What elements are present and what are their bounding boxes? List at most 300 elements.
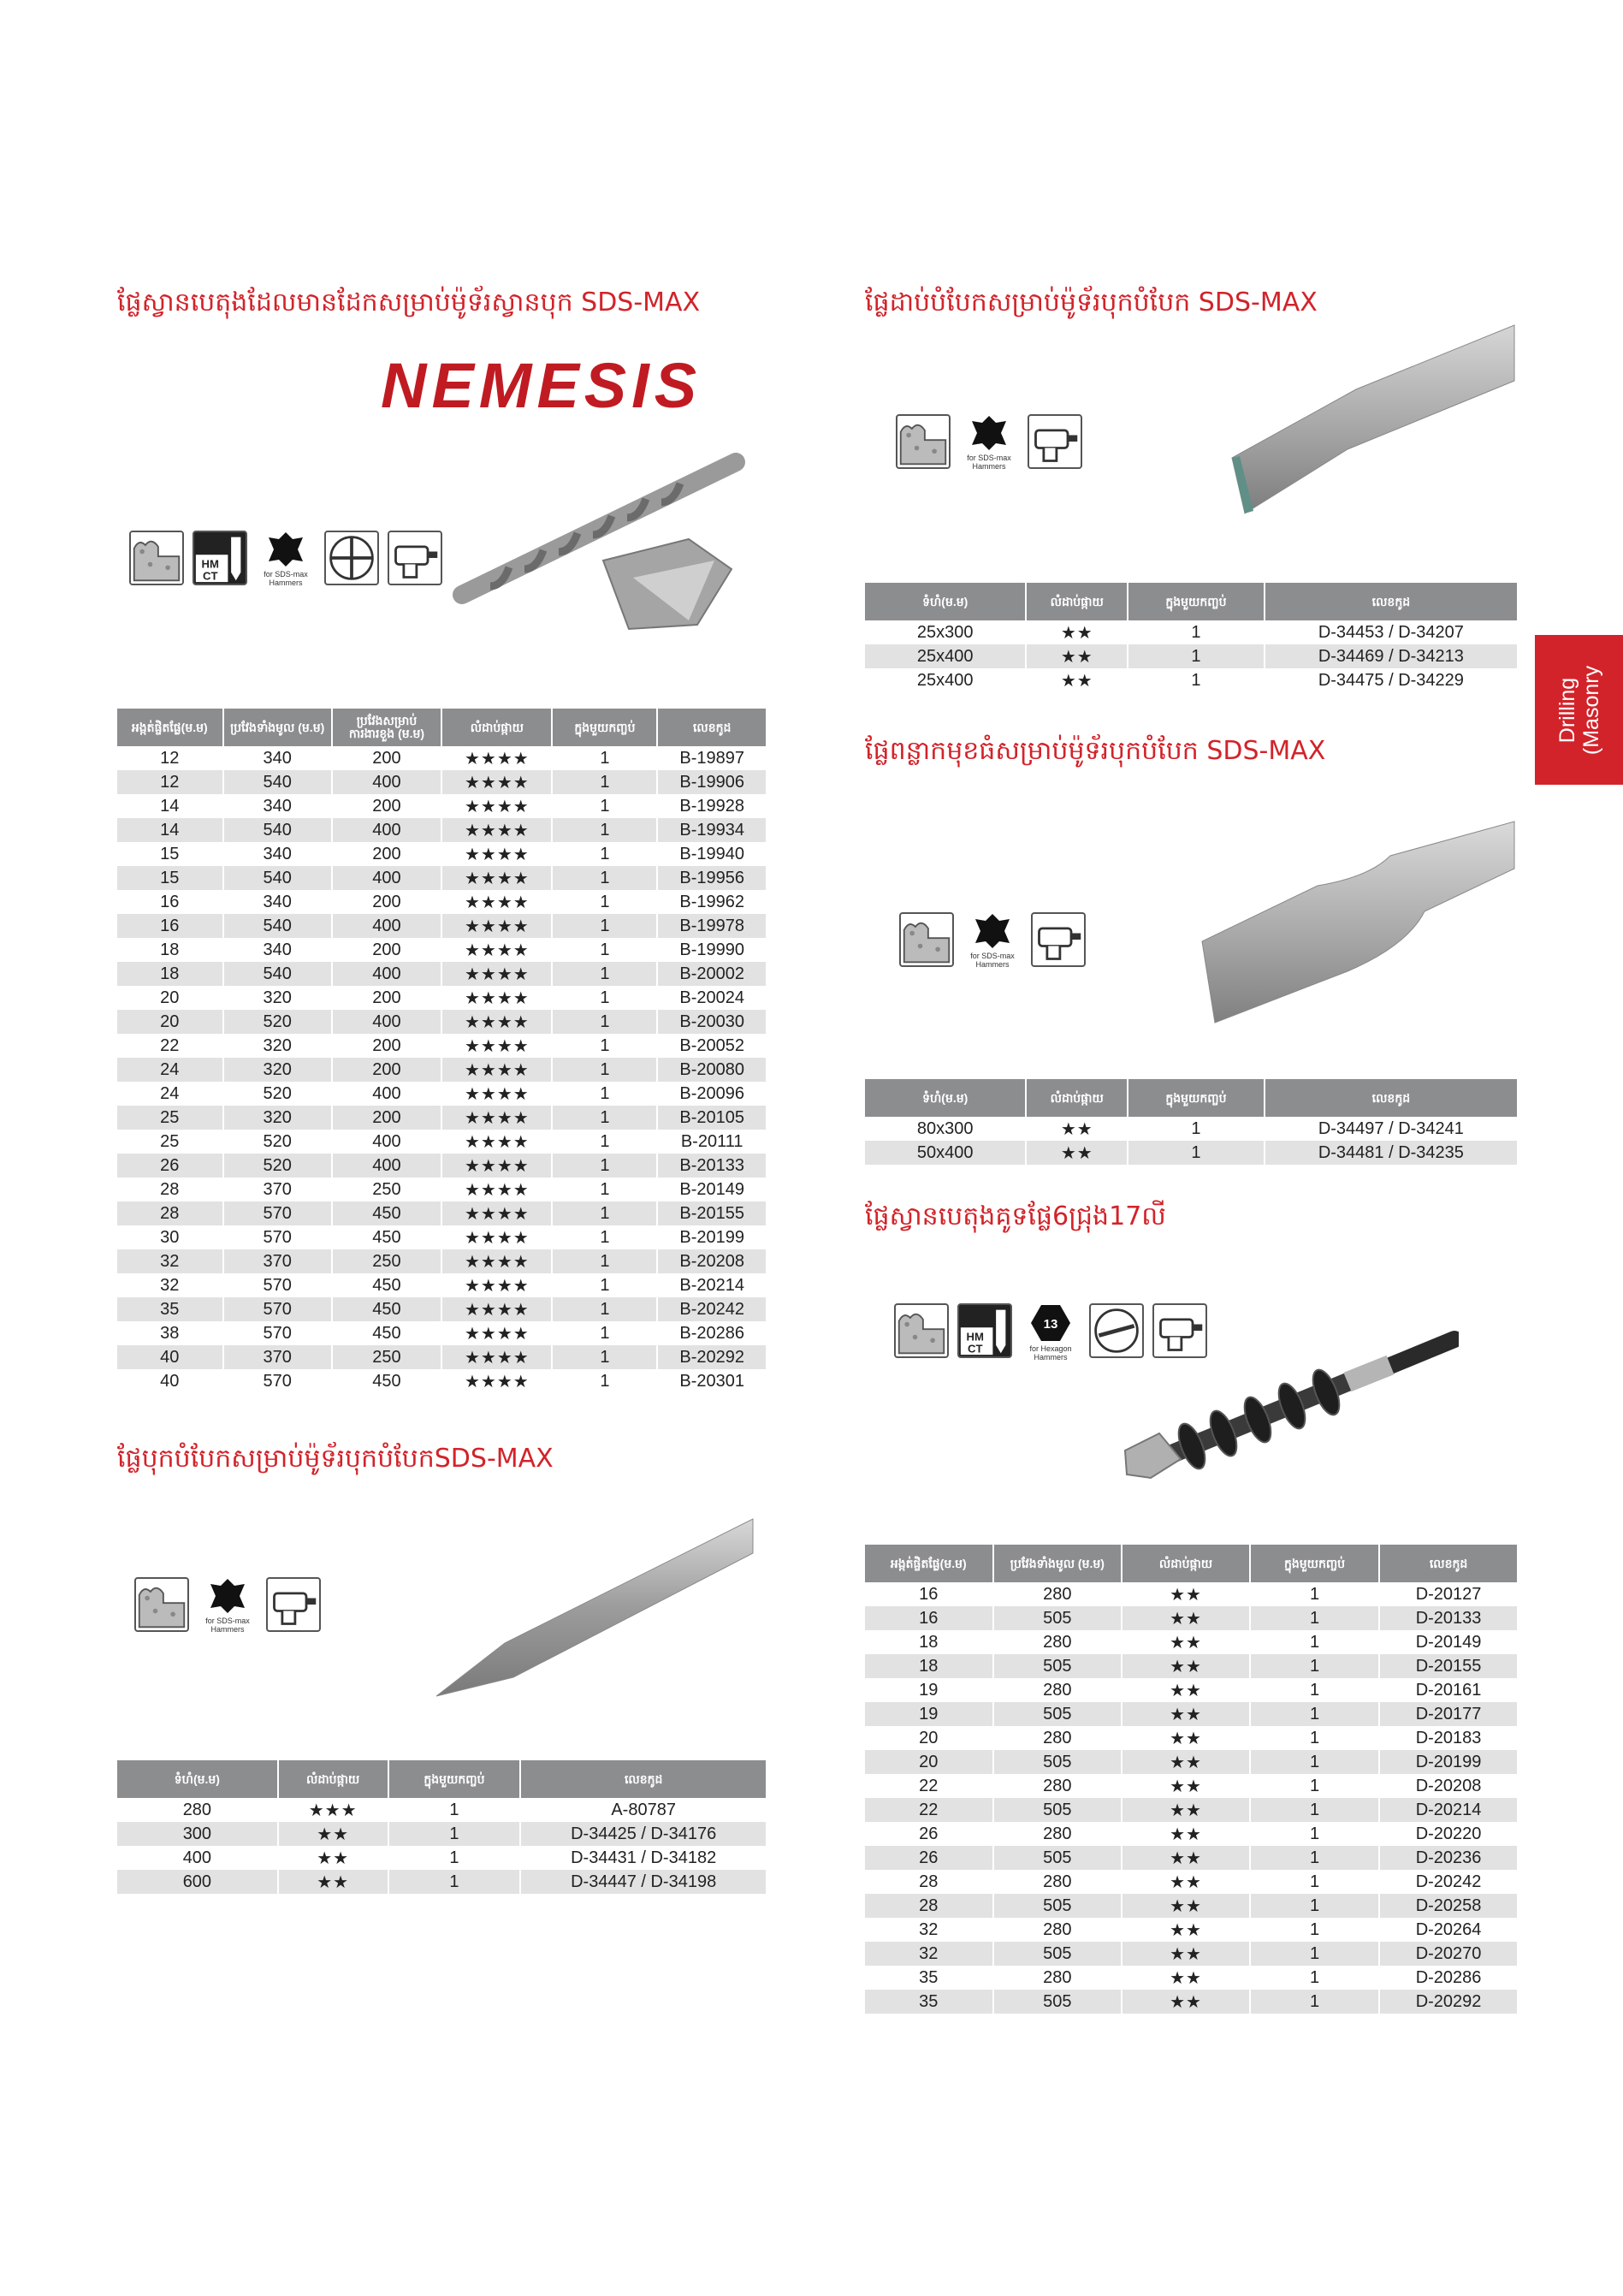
table-row: [117, 1034, 766, 1058]
table-cell: D-20236: [1379, 1846, 1517, 1870]
table-cell: 570: [223, 1273, 332, 1297]
table-cell: B-20208: [657, 1249, 766, 1273]
star-rating-cell: ★★: [1026, 668, 1128, 692]
table-cell: 200: [332, 842, 441, 866]
section1-title: ផ្លែស្វានបេតុងដែលមានដែកសម្រាប់ម៉ូទ័រស្វានបុក SDS-MAX: [117, 288, 701, 317]
table-cell: B-20111: [657, 1130, 766, 1154]
table-cell: 40: [117, 1345, 223, 1369]
star-rating-cell: ★★★★: [441, 1225, 552, 1249]
table-row: [117, 818, 766, 842]
table-row: [865, 1630, 1517, 1654]
table-cell: 40: [117, 1369, 223, 1393]
header-star-rating: លំដាប់ផ្កាយ: [1122, 1545, 1250, 1582]
table-row: [117, 1010, 766, 1034]
table-cell: D-34447 / D-34198: [520, 1870, 766, 1894]
table-row: [117, 746, 766, 770]
table-cell: D-34475 / D-34229: [1265, 668, 1517, 692]
star-rating-cell: ★★: [1026, 1117, 1128, 1141]
table-cell: 1: [1128, 644, 1265, 668]
table-cell: 28: [865, 1894, 993, 1918]
table-cell: 200: [332, 986, 441, 1010]
table-cell: 24: [117, 1082, 223, 1106]
table-row: [117, 938, 766, 962]
table-cell: 250: [332, 1178, 441, 1201]
table-cell: 20: [117, 986, 223, 1010]
table-cell: 370: [223, 1345, 332, 1369]
table-cell: B-20080: [657, 1058, 766, 1082]
star-rating-cell: ★★★★: [441, 1154, 552, 1178]
table-cell: 1: [1250, 1582, 1379, 1606]
table-cell: 280: [993, 1966, 1122, 1990]
table-row: [117, 1058, 766, 1082]
table-cell: 540: [223, 914, 332, 938]
section4-icons: [899, 912, 1086, 981]
table-cell: D-34453 / D-34207: [1265, 620, 1517, 644]
star-rating-cell: ★★★★: [441, 1034, 552, 1058]
table-cell: 570: [223, 1369, 332, 1393]
table-cell: 1: [552, 986, 657, 1010]
table-cell: 505: [993, 1942, 1122, 1966]
star-rating-cell: ★★: [1122, 1606, 1250, 1630]
table-cell: 1: [1128, 1117, 1265, 1141]
table-row: [117, 890, 766, 914]
table-row: [865, 1141, 1517, 1165]
table-cell: 1: [552, 842, 657, 866]
table-row: [117, 1130, 766, 1154]
table-row: [865, 668, 1517, 692]
table-cell: B-19897: [657, 746, 766, 770]
table-cell: 505: [993, 1894, 1122, 1918]
table-cell: 400: [332, 962, 441, 986]
table-cell: 520: [223, 1010, 332, 1034]
category-tab: [1535, 635, 1623, 785]
wide-chisel-image: [1198, 817, 1519, 1027]
flat-chisel-image: [1228, 321, 1519, 518]
sds-max-drill-bit-image: [432, 449, 749, 633]
table-cell: 1: [1250, 1942, 1379, 1966]
header-size: ទំហំ(ម.ម): [117, 1760, 278, 1798]
table-cell: 200: [332, 1034, 441, 1058]
table-row: [865, 1798, 1517, 1822]
table-cell: 200: [332, 1058, 441, 1082]
table-cell: 400: [332, 1130, 441, 1154]
table-cell: B-19940: [657, 842, 766, 866]
header-code: លេខកូដ: [657, 709, 766, 746]
star-rating-cell: ★★★★: [441, 1201, 552, 1225]
table-cell: 505: [993, 1990, 1122, 2014]
header-star-rating: លំដាប់ផ្កាយ: [1026, 583, 1128, 620]
header-per-pack: ក្នុងមួយកញ្ចប់: [1250, 1545, 1379, 1582]
table-cell: 19: [865, 1702, 993, 1726]
table-row: [865, 1582, 1517, 1606]
table-cell: 340: [223, 746, 332, 770]
table-cell: 25x300: [865, 620, 1026, 644]
star-rating-cell: ★★★★: [441, 770, 552, 794]
table-cell: 540: [223, 962, 332, 986]
table-cell: 340: [223, 842, 332, 866]
table-cell: 50x400: [865, 1141, 1026, 1165]
table-cell: 320: [223, 1058, 332, 1082]
table-cell: 80x300: [865, 1117, 1026, 1141]
table-cell: 1: [388, 1822, 521, 1846]
table-row: [865, 620, 1517, 644]
star-rating-cell: ★★★★: [441, 1369, 552, 1393]
table-cell: 1: [552, 914, 657, 938]
ct-label: CT: [203, 569, 218, 583]
table-row: [117, 1846, 766, 1870]
table-cell: 1: [552, 1106, 657, 1130]
table-cell: 18: [117, 962, 223, 986]
table-cell: 18: [865, 1630, 993, 1654]
hexagon-caption: for Hexagon Hammers: [1029, 1344, 1072, 1362]
star-rating-cell: ★★★★: [441, 1130, 552, 1154]
header-code: លេខកូដ: [520, 1760, 766, 1798]
table-cell: B-19978: [657, 914, 766, 938]
section5-table: [865, 1545, 1517, 2014]
table-row: [117, 1082, 766, 1106]
table-cell: 26: [117, 1154, 223, 1178]
table-cell: 22: [865, 1798, 993, 1822]
table-cell: D-20155: [1379, 1654, 1517, 1678]
table-cell: 280: [993, 1822, 1122, 1846]
cross-tip-icon: [324, 531, 379, 585]
table-cell: 1: [552, 770, 657, 794]
table-cell: 1: [552, 818, 657, 842]
table-cell: 1: [552, 1273, 657, 1297]
table-cell: 1: [552, 962, 657, 986]
star-rating-cell: ★★★★: [441, 1058, 552, 1082]
table-cell: 18: [117, 938, 223, 962]
star-rating-cell: ★★: [1026, 1141, 1128, 1165]
table-cell: 1: [552, 866, 657, 890]
star-rating-cell: ★★: [1122, 1750, 1250, 1774]
table-cell: 28: [117, 1178, 223, 1201]
table-cell: 1: [552, 1225, 657, 1249]
table-cell: 400: [332, 770, 441, 794]
table-cell: 20: [865, 1726, 993, 1750]
table-cell: 1: [1250, 1894, 1379, 1918]
header-star-rating: លំដាប់ផ្កាយ: [441, 709, 552, 746]
star-rating-cell: ★★★★: [441, 1273, 552, 1297]
header-per-pack: ក្នុងមួយកញ្ចប់: [1128, 583, 1265, 620]
table-cell: 1: [1250, 1798, 1379, 1822]
table-row: [117, 1870, 766, 1894]
hammer-drill-icon: [1028, 414, 1082, 469]
table-cell: 280: [117, 1798, 278, 1822]
table-cell: 1: [552, 1034, 657, 1058]
star-rating-cell: ★★★★: [441, 962, 552, 986]
sds-max-icon: [256, 531, 316, 599]
table-cell: D-20286: [1379, 1966, 1517, 1990]
hm-label: HM: [201, 557, 219, 571]
table-cell: 400: [332, 1082, 441, 1106]
star-rating-cell: ★★: [1122, 1582, 1250, 1606]
table-cell: 1: [552, 1321, 657, 1345]
table-cell: 600: [117, 1870, 278, 1894]
table-cell: B-20105: [657, 1106, 766, 1130]
table-cell: 570: [223, 1321, 332, 1345]
table-cell: 1: [552, 1058, 657, 1082]
category-tab-line1: Drilling: [1555, 677, 1579, 743]
table-row: [865, 1942, 1517, 1966]
table-cell: 1: [1250, 1870, 1379, 1894]
sds-max-caption: for SDS-max Hammers: [205, 1617, 250, 1634]
point-chisel-image: [432, 1515, 757, 1707]
table-cell: 1: [1250, 1822, 1379, 1846]
table-cell: 30: [117, 1225, 223, 1249]
table-cell: 1: [388, 1846, 521, 1870]
table-cell: B-20030: [657, 1010, 766, 1034]
star-rating-cell: ★★★★: [441, 986, 552, 1010]
table-cell: D-20242: [1379, 1870, 1517, 1894]
table-cell: 32: [117, 1273, 223, 1297]
star-rating-cell: ★★: [1026, 620, 1128, 644]
table-cell: 1: [552, 1249, 657, 1273]
table-cell: 400: [332, 914, 441, 938]
table-cell: D-34431 / D-34182: [520, 1846, 766, 1870]
table-cell: 32: [865, 1942, 993, 1966]
table-cell: 1: [1250, 1630, 1379, 1654]
table-cell: 1: [1250, 1990, 1379, 2014]
table-cell: 1: [552, 1369, 657, 1393]
table-cell: 450: [332, 1273, 441, 1297]
table-cell: 1: [1250, 1702, 1379, 1726]
star-rating-cell: ★★★★: [441, 1082, 552, 1106]
table-cell: 12: [117, 746, 223, 770]
table-cell: 400: [117, 1846, 278, 1870]
table-row: [865, 1822, 1517, 1846]
table-cell: B-20024: [657, 986, 766, 1010]
table-cell: 520: [223, 1130, 332, 1154]
star-rating-cell: ★★★★: [441, 1321, 552, 1345]
table-row: [865, 1894, 1517, 1918]
masonry-icon: [896, 414, 951, 469]
table-cell: B-19906: [657, 770, 766, 794]
header-total-length: ប្រវែងទាំងមូល (ម.ម): [993, 1545, 1122, 1582]
brand-logo: [381, 349, 702, 422]
header-total-length: ប្រវែងទាំងមូល (ម.ម): [223, 709, 332, 746]
table-cell: 28: [117, 1201, 223, 1225]
table-row: [117, 1106, 766, 1130]
star-rating-cell: ★★★★: [441, 818, 552, 842]
table-row: [117, 1345, 766, 1369]
star-rating-cell: ★★: [1122, 1918, 1250, 1942]
masonry-icon: [894, 1303, 949, 1358]
hexagon-shank-icon: [1021, 1303, 1081, 1372]
star-rating-cell: ★★: [1122, 1822, 1250, 1846]
table-cell: 450: [332, 1297, 441, 1321]
table-cell: B-19934: [657, 818, 766, 842]
table-row: [117, 794, 766, 818]
sds-max-caption: for SDS-max Hammers: [970, 952, 1015, 969]
star-rating-cell: ★★★★: [441, 890, 552, 914]
table-cell: 1: [552, 794, 657, 818]
table-row: [117, 1178, 766, 1201]
table-cell: 32: [865, 1918, 993, 1942]
table-cell: 280: [993, 1774, 1122, 1798]
table-cell: 280: [993, 1630, 1122, 1654]
table-cell: 1: [1250, 1966, 1379, 1990]
table-cell: B-20052: [657, 1034, 766, 1058]
table-cell: 24: [117, 1058, 223, 1082]
header-star-rating: លំដាប់ផ្កាយ: [1026, 1079, 1128, 1117]
table-cell: 1: [552, 1130, 657, 1154]
table-row: [865, 1966, 1517, 1990]
table-cell: 1: [552, 746, 657, 770]
table-cell: 505: [993, 1798, 1122, 1822]
table-cell: D-20149: [1379, 1630, 1517, 1654]
table-cell: 18: [865, 1654, 993, 1678]
star-rating-cell: ★★: [1026, 644, 1128, 668]
star-rating-cell: ★★★★: [441, 1178, 552, 1201]
table-cell: 19: [865, 1678, 993, 1702]
star-rating-cell: ★★: [1122, 1870, 1250, 1894]
table-cell: D-20183: [1379, 1726, 1517, 1750]
table-cell: 15: [117, 866, 223, 890]
header-star-rating: លំដាប់ផ្កាយ: [278, 1760, 388, 1798]
table-row: [117, 914, 766, 938]
table-cell: 570: [223, 1201, 332, 1225]
star-rating-cell: ★★: [1122, 1990, 1250, 2014]
table-cell: 25: [117, 1106, 223, 1130]
table-cell: 1: [1250, 1846, 1379, 1870]
table-cell: 1: [1128, 668, 1265, 692]
category-tab-line2: (Masonry: [1579, 665, 1603, 755]
table-cell: B-20199: [657, 1225, 766, 1249]
table-cell: 505: [993, 1606, 1122, 1630]
section3-table: [865, 583, 1517, 692]
star-rating-cell: ★★★★: [441, 794, 552, 818]
table-cell: B-20242: [657, 1297, 766, 1321]
table-cell: 1: [1250, 1774, 1379, 1798]
table-cell: 16: [117, 914, 223, 938]
star-rating-cell: ★★: [278, 1822, 388, 1846]
table-cell: 400: [332, 1154, 441, 1178]
star-rating-cell: ★★★★: [441, 746, 552, 770]
table-row: [117, 770, 766, 794]
table-cell: D-20270: [1379, 1942, 1517, 1966]
table-row: [117, 962, 766, 986]
hm-ct-icon: [957, 1303, 1012, 1358]
header-diameter: អង្កត់ផ្ចិតផ្លែ(ម.ម): [117, 709, 223, 746]
table-cell: 320: [223, 1034, 332, 1058]
section2-table: [117, 1760, 766, 1894]
star-rating-cell: ★★★★: [441, 842, 552, 866]
table-cell: 450: [332, 1369, 441, 1393]
header-per-pack: ក្នុងមួយកញ្ចប់: [388, 1760, 521, 1798]
table-cell: 25x400: [865, 668, 1026, 692]
table-cell: 22: [865, 1774, 993, 1798]
table-cell: 300: [117, 1822, 278, 1846]
table-cell: 1: [1128, 620, 1265, 644]
table-cell: 35: [865, 1966, 993, 1990]
header-code: លេខកូដ: [1379, 1545, 1517, 1582]
table-cell: B-19962: [657, 890, 766, 914]
table-row: [117, 1822, 766, 1846]
table-cell: 14: [117, 794, 223, 818]
table-cell: D-20133: [1379, 1606, 1517, 1630]
table-row: [865, 1117, 1517, 1141]
star-rating-cell: ★★: [278, 1870, 388, 1894]
table-cell: 1: [552, 1201, 657, 1225]
table-cell: D-20220: [1379, 1822, 1517, 1846]
star-rating-cell: ★★: [1122, 1942, 1250, 1966]
table-cell: 200: [332, 890, 441, 914]
table-cell: 16: [865, 1582, 993, 1606]
header-diameter: អង្កត់ផ្ចិតផ្លែ(ម.ម): [865, 1545, 993, 1582]
table-cell: 25x400: [865, 644, 1026, 668]
ct-label: CT: [968, 1342, 983, 1356]
table-cell: 1: [552, 1154, 657, 1178]
table-cell: D-20264: [1379, 1918, 1517, 1942]
table-row: [865, 1846, 1517, 1870]
table-cell: 1: [1250, 1678, 1379, 1702]
table-cell: 200: [332, 938, 441, 962]
table-cell: 400: [332, 866, 441, 890]
hex-size-label: 13: [1043, 1317, 1058, 1332]
star-rating-cell: ★★: [1122, 1846, 1250, 1870]
table-cell: 370: [223, 1249, 332, 1273]
table-cell: 35: [117, 1297, 223, 1321]
table-cell: 15: [117, 842, 223, 866]
section2-icons: [134, 1577, 321, 1646]
table-cell: 200: [332, 746, 441, 770]
table-cell: 28: [865, 1870, 993, 1894]
table-row: [117, 842, 766, 866]
table-row: [865, 1678, 1517, 1702]
table-cell: 505: [993, 1846, 1122, 1870]
hm-ct-icon: [193, 531, 247, 585]
table-cell: 340: [223, 938, 332, 962]
table-cell: 280: [993, 1726, 1122, 1750]
table-cell: 450: [332, 1201, 441, 1225]
table-cell: 370: [223, 1178, 332, 1201]
table-cell: 540: [223, 818, 332, 842]
star-rating-cell: ★★: [1122, 1894, 1250, 1918]
table-row: [865, 1918, 1517, 1942]
table-cell: 20: [117, 1010, 223, 1034]
table-cell: 1: [552, 1178, 657, 1201]
sds-max-icon: [959, 414, 1019, 483]
star-rating-cell: ★★: [1122, 1630, 1250, 1654]
table-row: [117, 1249, 766, 1273]
star-rating-cell: ★★★★: [441, 1249, 552, 1273]
table-cell: 340: [223, 794, 332, 818]
table-cell: 570: [223, 1225, 332, 1249]
table-cell: D-34497 / D-34241: [1265, 1117, 1517, 1141]
star-rating-cell: ★★: [1122, 1774, 1250, 1798]
table-row: [117, 1297, 766, 1321]
table-cell: 280: [993, 1870, 1122, 1894]
header-size: ទំហំ(ម.ម): [865, 1079, 1026, 1117]
brand-logo-text: NEMESIS: [381, 350, 702, 421]
header-code: លេខកូដ: [1265, 583, 1517, 620]
table-cell: D-20214: [1379, 1798, 1517, 1822]
star-rating-cell: ★★★★: [441, 1106, 552, 1130]
star-rating-cell: ★★: [1122, 1654, 1250, 1678]
table-cell: D-34469 / D-34213: [1265, 644, 1517, 668]
star-rating-cell: ★★: [1122, 1678, 1250, 1702]
table-row: [117, 1798, 766, 1822]
table-cell: D-20199: [1379, 1750, 1517, 1774]
hammer-drill-icon: [266, 1577, 321, 1632]
table-cell: B-20214: [657, 1273, 766, 1297]
table-cell: D-34481 / D-34235: [1265, 1141, 1517, 1165]
table-cell: B-19928: [657, 794, 766, 818]
table-cell: D-20208: [1379, 1774, 1517, 1798]
table-cell: 250: [332, 1249, 441, 1273]
table-row: [117, 986, 766, 1010]
